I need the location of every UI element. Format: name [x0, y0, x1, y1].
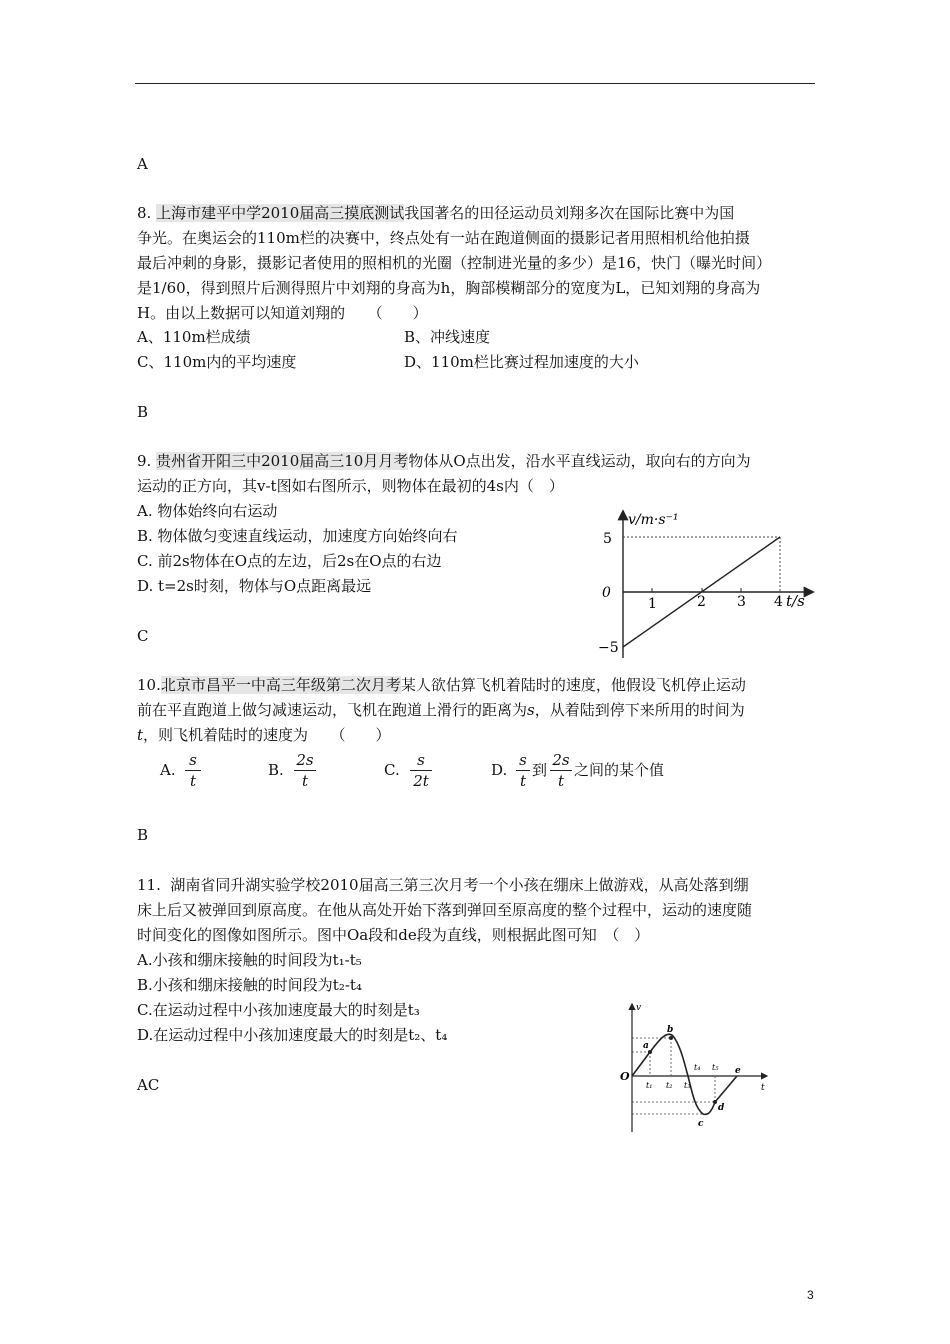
q11-tick-t4: t₄	[694, 1063, 701, 1072]
q11-y-label: v	[636, 1003, 642, 1013]
q11-tick-t1: t₁	[646, 1081, 653, 1090]
q9-xtick-4: 4	[774, 594, 783, 610]
q8-number: 8.	[137, 204, 152, 222]
q11-point-b	[669, 1036, 673, 1040]
q10-option-d-label: D.	[491, 761, 508, 779]
q11-label-a: a	[643, 1041, 649, 1051]
q10-c-num: s	[417, 751, 425, 769]
q8-line5: H。由以上数据可以知道刘翔的 （ ）	[137, 304, 428, 322]
q10-number: 10.	[137, 676, 161, 694]
q10-line1-text: 某人欲估算飞机着陆时的速度，他假设飞机停止运动	[400, 676, 746, 694]
q8-line3: 最后冲刺的身影，摄影记者使用的照相机的光圈（控制进光量的多少）是16，快门（曝光时间）	[137, 254, 772, 272]
q8-line1-text: 我国著名的田径运动员刘翔多次在国际比赛中为国	[404, 204, 735, 222]
q11-label-b: b	[667, 1025, 674, 1035]
q8-option-d: D、110m栏比赛过程加速度的大小	[404, 353, 639, 371]
q11-option-a: A.小孩和绷床接触的时间段为t₁-t₅	[137, 951, 362, 969]
q9-answer: C	[137, 627, 149, 645]
q9-option-d: D. t=2s时刻，物体与O点距离最远	[137, 577, 372, 595]
q10-option-a-label: A.	[160, 761, 176, 779]
q10-line3	[137, 725, 391, 745]
q11-tick-t2: t₂	[666, 1081, 673, 1090]
q10-c-den: 2t	[413, 772, 429, 790]
q10-line3-text: ，则飞机着陆时的速度为 （ ）	[143, 726, 391, 744]
q9-vt-graph	[590, 500, 820, 660]
q11-point-d	[713, 1100, 717, 1104]
q10-d-den1: t	[519, 772, 527, 790]
q9-y-label: v/m·s⁻¹	[628, 512, 679, 528]
q9-line1	[137, 451, 751, 471]
q11-line2: 床上后又被弹回到原高度。在他从高处开始下落到弹回至原高度的整个过程中，运动的速度随	[137, 901, 753, 919]
q11-option-b: B.小孩和绷床接触的时间段为t₂-t₄	[137, 976, 362, 994]
q9-xtick-3: 3	[737, 594, 746, 610]
q8-answer: B	[137, 403, 149, 421]
q9-line1-text: 物体从O点出发，沿水平直线运动，取向右的方向为	[408, 452, 751, 470]
q11-number: 11.	[137, 876, 161, 894]
q10-answer: B	[137, 826, 149, 844]
q11-tick-t3: t₃	[684, 1081, 691, 1090]
q8-line1	[137, 203, 734, 223]
q11-origin-label: O	[620, 1070, 630, 1083]
q10-var-s: s	[527, 701, 535, 719]
q10-d-num1: s	[519, 751, 527, 769]
q10-a-num: s	[189, 751, 197, 769]
q11-option-d: D.在运动过程中小孩加速度最大的时刻是t₂、t₄	[137, 1026, 448, 1044]
q9-origin-label: 0	[602, 585, 611, 601]
q10-d-num2: 2s	[552, 751, 570, 769]
q10-option-d-fraction-1	[516, 751, 530, 790]
q10-option-b-label: B.	[268, 761, 284, 779]
q10-line2	[137, 700, 745, 720]
q8-line4: 是1/60，得到照片后测得照片中刘翔的身高为h，胸部模糊部分的宽度为L，已知刘翔的身高为	[137, 279, 761, 297]
q11-x-label: t	[761, 1083, 765, 1093]
header-rule	[135, 83, 815, 84]
q11-label-d: d	[718, 1103, 725, 1113]
q9-option-b: B. 物体做匀变速直线运动，加速度方向始终向右	[137, 527, 458, 545]
q10-option-c-label: C.	[384, 761, 400, 779]
q10-option-d-mid: 到	[532, 761, 548, 779]
q11-line1-text: 一个小孩在绷床上做游戏，从高处落到绷	[478, 876, 749, 894]
q10-d-den2: t	[557, 772, 565, 790]
q11-line3: 时间变化的图像如图所示。图中Oa段和de段为直线，则根据此图可知 （ ）	[137, 926, 650, 944]
answer-q7: A	[137, 155, 148, 173]
q10-source: 北京市昌平一中高三年级第二次月考	[160, 676, 401, 694]
q11-source: 湖南省同升湖实验学校2010届高三第三次月考	[170, 876, 479, 894]
q8-option-c: C、110m内的平均速度	[137, 353, 297, 371]
q9-ytick-5: 5	[603, 531, 612, 547]
q10-b-den: t	[301, 772, 309, 790]
q9-xtick-1: 1	[648, 596, 657, 612]
page-number: 3	[807, 1288, 814, 1302]
q11-label-e: e	[735, 1066, 741, 1076]
q11-line1	[137, 875, 749, 895]
q10-option-c-fraction	[410, 751, 432, 790]
q10-line2-b: ，从着陆到停下来所用的时间为	[534, 701, 745, 719]
q10-var-t: t	[137, 726, 144, 744]
q10-a-den: t	[189, 772, 197, 790]
q8-option-b: B、冲线速度	[404, 328, 491, 346]
q8-option-a: A、110m栏成绩	[137, 328, 251, 346]
q10-option-a-fraction	[185, 751, 201, 790]
q9-source: 贵州省开阳三中2010届高三10月月考	[156, 452, 409, 470]
q10-line2-a: 前在平直跑道上做匀减速运动，飞机在跑道上滑行的距离为	[137, 701, 528, 719]
q11-vt-graph	[615, 1000, 775, 1140]
q10-option-d-fraction-2	[550, 751, 572, 790]
q10-line1	[137, 675, 746, 695]
q10-option-d-tail: 之间的某个值	[574, 761, 665, 779]
q9-xtick-2: 2	[697, 594, 706, 610]
q9-line2: 运动的正方向，其v-t图如右图所示，则物体在最初的4s内（ ）	[137, 477, 564, 495]
q9-option-a: A. 物体始终向右运动	[137, 502, 278, 520]
q10-option-b-fraction	[294, 751, 316, 790]
q11-option-c: C.在运动过程中小孩加速度最大的时刻是t₃	[137, 1001, 420, 1019]
q11-tick-t5: t₅	[712, 1063, 719, 1072]
q9-ytick-neg5: −5	[598, 640, 619, 656]
q9-number: 9.	[137, 452, 152, 470]
q9-option-c: C. 前2s物体在O点的左边，后2s在O点的右边	[137, 552, 442, 570]
q10-b-num: 2s	[296, 751, 314, 769]
q11-label-c: c	[698, 1119, 704, 1129]
q8-source: 上海市建平中学2010届高三摸底测试	[156, 204, 405, 222]
q9-x-label: t/s	[786, 592, 805, 610]
q8-line2: 争光。在奥运会的110m栏的决赛中，终点处有一站在跑道侧面的摄影记者用照相机给他拍摄	[137, 229, 750, 247]
q11-answer: AC	[137, 1076, 160, 1094]
